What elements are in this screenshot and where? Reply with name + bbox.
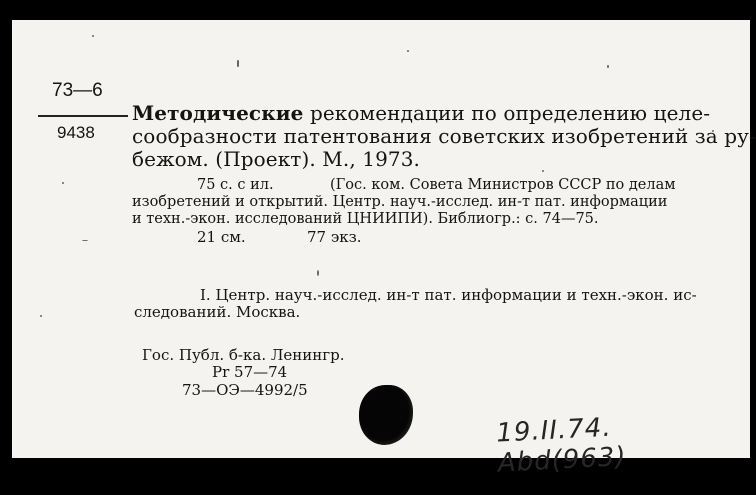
paper-speck (407, 50, 409, 52)
publisher-line2: изобретений и открытий. Центр. науч.-исслед. ин-т пат. информации (132, 194, 668, 210)
paper-speck (82, 240, 88, 241)
copies: 77 экз. (307, 228, 362, 246)
title-line2: сообразности патентования советских изобретений за ру- (132, 124, 756, 148)
paper-speck (607, 65, 609, 68)
pages: 75 с. с ил. (197, 177, 274, 193)
size: 21 см. (197, 228, 246, 246)
call-number-top: 73—6 (52, 80, 103, 101)
title-line3: бежом. (Проект). М., 1973. (132, 147, 421, 171)
paper-speck (317, 270, 319, 276)
ink-blot (359, 385, 413, 445)
title-block (132, 102, 756, 171)
catalog-card (12, 20, 756, 479)
added-entry-line2: следований. Москва. (134, 303, 301, 321)
library-line2: Pr 57—74 (212, 363, 288, 381)
title-line1-rest: рекомендации по определению целе- (303, 101, 711, 125)
handwritten-note: 19.II.74. Abd(963) (495, 412, 628, 479)
paper-speck (92, 35, 94, 37)
added-entry-line1: I. Центр. науч.-исслед. ин-т пат. информации и техн.-экон. ис- (200, 286, 697, 304)
publisher-line3: и техн.-экон. исследований ЦНИИПИ). Библиогр.: с. 74—75. (132, 211, 599, 227)
call-number-divider (38, 115, 128, 117)
call-number-bottom: 9438 (57, 123, 95, 142)
paper-speck (62, 182, 64, 184)
title-bold: Методические (132, 101, 304, 125)
publisher-line1: (Гос. ком. Совета Министров СССР по делам (330, 177, 676, 193)
paper-speck (237, 60, 239, 67)
library-line1: Гос. Публ. б-ка. Ленингр. (142, 346, 345, 364)
library-line3: 73—ОЭ—4992/5 (182, 381, 308, 399)
paper-speck (40, 315, 42, 317)
